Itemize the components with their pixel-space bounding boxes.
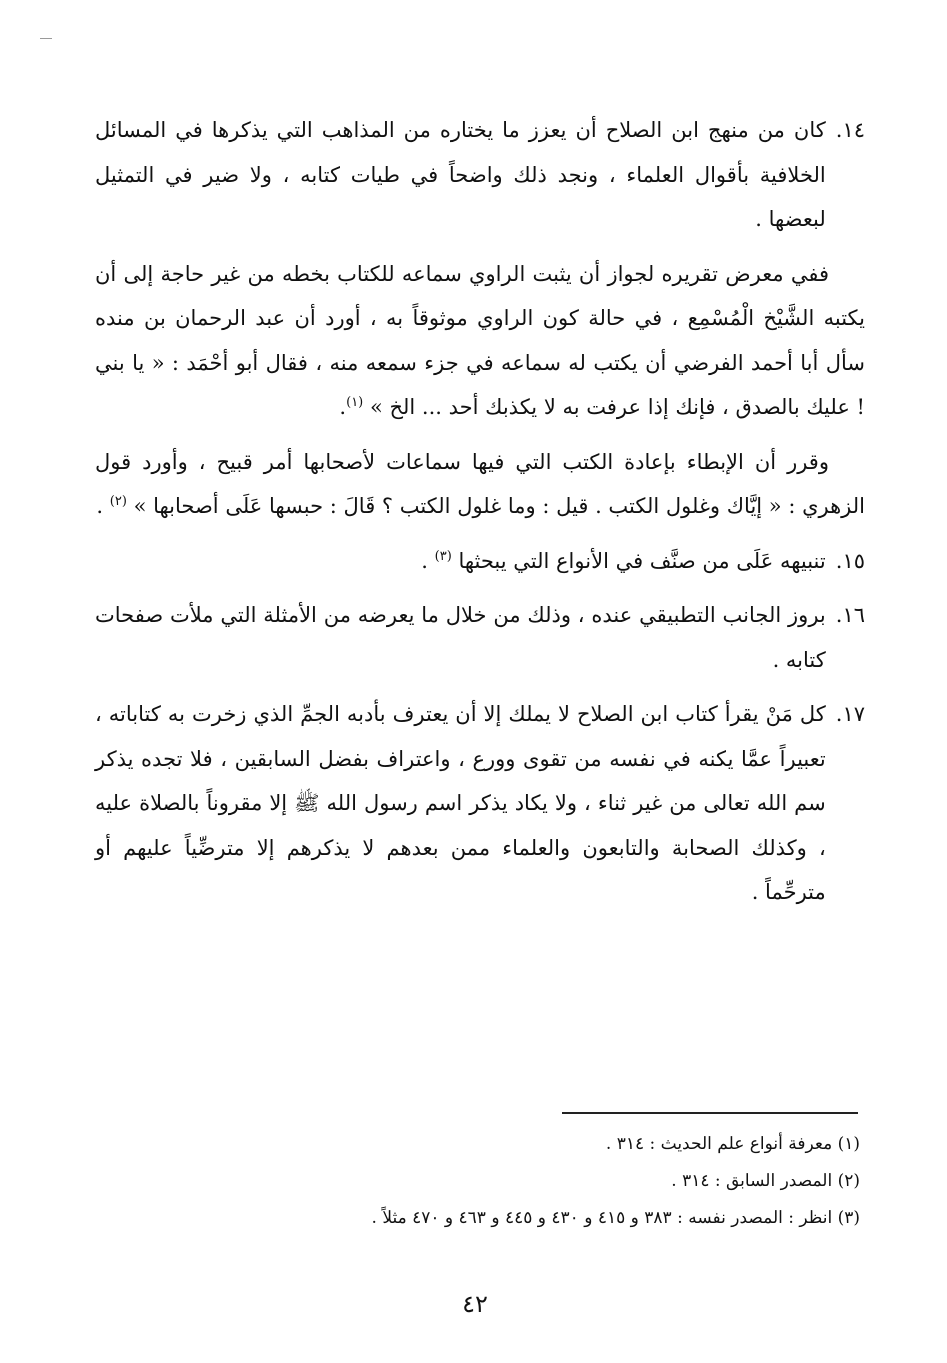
item-number: ١٧. (835, 702, 865, 726)
footnote-1: (١) معرفة أنواع علم الحديث : ٣١٤ . (605, 1134, 860, 1154)
item-text: كان من منهج ابن الصلاح أن يعزز ما يختاره من المذاهب التي يذكرها في المسائل الخلافية بأقوال العلماء ، ونجد ذلك واضحاً في طيات كتابه ، ولا ضير في التمثيل لبعضها . (95, 118, 826, 231)
footnote-ref-3: (٣) (434, 548, 452, 564)
footnote-2: (٢) المصدر السابق : ٣١٤ . (671, 1171, 860, 1191)
paragraph-text: ففي معرض تقريره لجواز أن يثبت الراوي سماعه للكتاب بخطه من غير حاجة إلى أن يكتبه الشَّيْخ الْمُسْمِع ، في حالة كون الراوي موثوقاً به ، أورد أن عبد الرحمان بن منده سأل أبا أحمد الفرضي أن يكتب له سماعه في جزء سمعه منه ، فقال أبو أحْمَد : « يا بني ! عليك بالصدق ، فإنك إذا عرفت به لا يكذبك أحد ... الخ » (95, 261, 865, 419)
footnote-separator (562, 1112, 858, 1114)
footnote-ref-2: (٢) (109, 494, 127, 509)
list-item-15 (95, 539, 865, 584)
item-number: ١٤. (835, 118, 865, 142)
list-item-17 (95, 692, 865, 915)
page-number: ٤٢ (462, 1290, 488, 1318)
item-text: كل مَنْ يقرأ كتاب ابن الصلاح لا يملك إلا أن يعترف بأدبه الجمِّ الذي زخرت به كتاباته ، تعبيراً عمَّا يكنه في نفسه من تقوى وورع ، واعتراف بفضل السابقين ، فلا تجده يذكر سم الله تعالى من غير ثناء ، ولا يكاد يذكر اسم رسول الله ﷺ إلا مقروناً بالصلاة عليه ، وكذلك الصحابة والتابعون والعلماء ممن بعدهم لا يذكرهم إلا مترضِّياً عليهم أو مترحِّماً . (95, 702, 826, 904)
item-number: ١٦. (835, 603, 865, 627)
item-number: ١٥. (835, 548, 865, 573)
paragraph-1: ففي معرض تقريره لجواز أن يثبت الراوي سماعه للكتاب بخطه من غير حاجة إلى أن يكتبه الشَّيْخ الْمُسْمِع ، في حالة كون الراوي موثوقاً به ، أورد أن عبد الرحمان بن منده سأل أبا أحمد الفرضي أن يكتب له سماعه في جزء سمعه منه ، فقال أبو أحْمَد : « يا بني ! عليك بالصدق ، فإنك إذا عرفت به لا يكذبك أحد ... الخ » $^{(١)}$. (95, 261, 865, 419)
scan-mark (40, 38, 52, 39)
paragraph-2: وقرر أن الإبطاء بإعادة الكتب التي فيها سماعات لأصحابها أمر قبيح ، وأورد قول الزهري : « إيَّاك وغلول الكتب . قيل : وما غلول الكتب ؟ قَالَ : حبسها عَلَى أصحابها » $^{(٢)}$ . (95, 449, 865, 518)
footnote-3: (٣) انظر : المصدر نفسه : ٣٨٣ و ٤١٥ و ٤٣٠ و ٤٤٥ و ٤٦٣ و ٤٧٠ مثلاً . (371, 1208, 860, 1228)
list-item-14 (95, 108, 865, 242)
item-text: تنبيهه عَلَى من صنَّف في الأنواع التي يبحثها (458, 548, 826, 573)
footnotes (200, 1126, 860, 1237)
item-text: بروز الجانب التطبيقي عنده ، وذلك من خلال ما يعرضه من الأمثلة التي ملأت صفحات كتابه . (95, 603, 826, 672)
main-text (95, 108, 865, 925)
item-text-wrap: تنبيهه عَلَى من صنَّف في الأنواع التي يبحثها $^{(٣)}$ . (421, 548, 826, 573)
list-item-16 (95, 593, 865, 682)
footnote-ref-1: (١) (346, 395, 364, 410)
paragraph-text: وقرر أن الإبطاء بإعادة الكتب التي فيها سماعات لأصحابها أمر قبيح ، وأورد قول الزهري : « إيَّاك وغلول الكتب . قيل : وما غلول الكتب ؟ قَالَ : حبسها عَلَى أصحابها » (95, 449, 865, 518)
